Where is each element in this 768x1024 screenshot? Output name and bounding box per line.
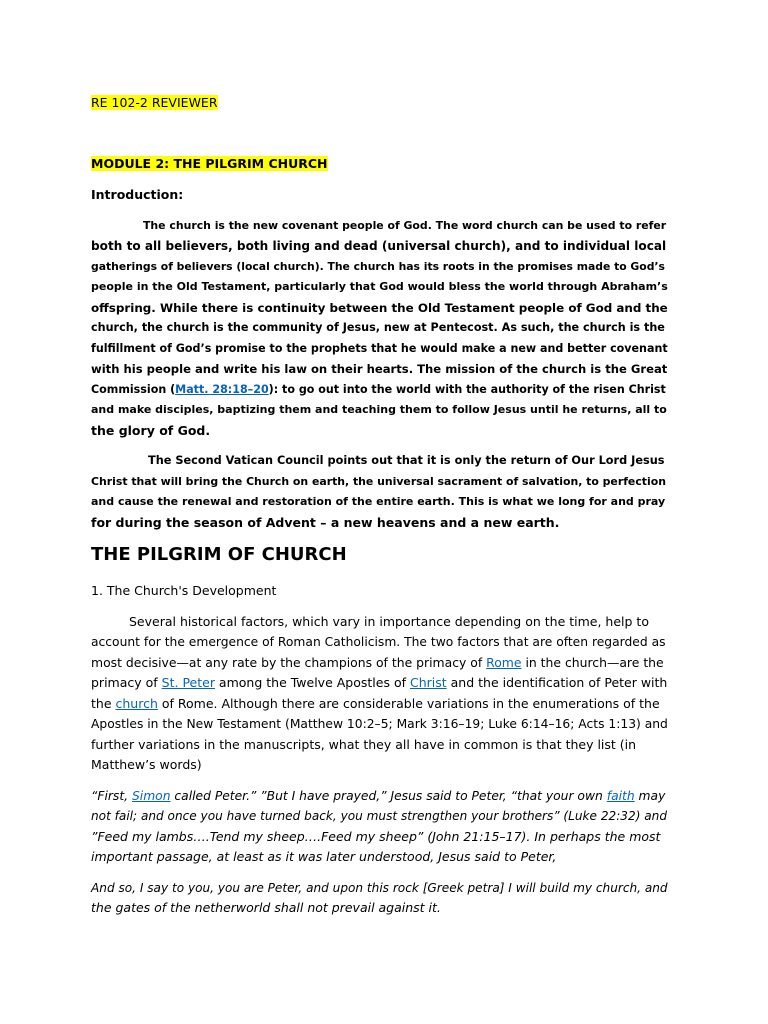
p1-line-9-b: ): to go out into the world with the authority of the risen Christ: [268, 383, 666, 396]
p3-line-7: further variations in the manuscripts, what they all have in common is that they list (in: [91, 737, 637, 752]
link-rome[interactable]: Rome: [486, 655, 522, 670]
p3-line-3: [91, 653, 664, 673]
p1-line-2: both to all believers, both living and dead (universal church), and to individual local: [91, 239, 667, 253]
p3-line-2: account for the emergence of Roman Catholicism. The two factors that are often regarded as: [91, 635, 666, 649]
link-christ[interactable]: Christ: [409, 675, 447, 690]
p1-line-5: offspring. While there is continuity between the Old Testament people of God and the: [91, 301, 668, 315]
p3-line-4-b: among the Twelve Apostles of: [214, 675, 410, 690]
p3-line-6: Apostles in the New Testament (Matthew 10:2–5; Mark 3:16–19; Luke 6:14–16; Acts 1:13) and: [91, 717, 668, 731]
section-heading: THE PILGRIM OF CHURCH: [91, 544, 347, 565]
p2-line-3: and cause the renewal and restoration of the entire earth. This is what we long for and pray: [91, 495, 666, 508]
doc-title: RE 102-2 REVIEWER: [91, 95, 218, 110]
module-title-line: [91, 154, 328, 174]
doc-title-line: [91, 93, 218, 113]
p1-line-11: the glory of God.: [91, 423, 211, 438]
p2-line-1: The Second Vatican Council points out that it is only the return of Our Lord Jesus: [148, 454, 665, 467]
p3-line-3-a: most decisive—at any rate by the champions of the primacy of: [91, 655, 487, 670]
p2-line-2: Christ that will bring the Church on earth, the universal sacrament of salvation, to perfection: [91, 475, 666, 488]
p3-line-4-a: primacy of: [91, 675, 162, 690]
p3-line-5: [91, 694, 660, 714]
intro-label: Introduction:: [91, 187, 184, 202]
p3-line-8: Matthew’s words): [91, 757, 202, 772]
q1-line-1-a: “First,: [91, 789, 132, 803]
p1-line-6: church, the church is the community of Jesus, new at Pentecost. As such, the church is the: [91, 321, 665, 334]
q1-line-3: ”Feed my lambs….Tend my sheep….Feed my sheep” (John 21:15–17). In perhaps the most: [91, 829, 661, 844]
p3-line-5-a: the: [91, 696, 116, 711]
link-faith[interactable]: faith: [606, 789, 635, 803]
q1-line-1-b: called Peter.” ”But I have prayed,” Jesus said to Peter, “that your own: [170, 789, 607, 803]
p1-line-9-a: Commission (: [91, 383, 176, 396]
module-title: MODULE 2: THE PILGRIM CHURCH: [91, 156, 328, 171]
p1-line-3: gatherings of believers (local church). The church has its roots in the promises made to God’s: [91, 260, 665, 273]
p1-line-7: fulfillment of God’s promise to the prophets that he would make a new and better covenant: [91, 342, 668, 355]
p3-line-3-b: in the church—are the: [521, 655, 664, 670]
q1-line-2: not fail; and once you have turned back, you must strengthen your brothers” (Luke 22:32) and: [91, 809, 668, 823]
q1-line-1-c: may: [634, 789, 666, 803]
p3-line-1: Several historical factors, which vary in importance depending on the time, help to: [129, 614, 649, 629]
p1-line-1: The church is the new covenant people of God. The word church can be used to refer: [143, 219, 667, 232]
link-church[interactable]: church: [115, 696, 158, 711]
q1-line-4: important passage, at least as it was later understood, Jesus said to Peter,: [91, 849, 557, 864]
p3-line-5-b: of Rome. Although there are considerable variations in the enumerations of the: [157, 696, 660, 711]
p1-line-9: [91, 380, 666, 400]
q2-line-2: the gates of the netherworld shall not prevail against it.: [91, 900, 441, 915]
link-st-peter[interactable]: St. Peter: [161, 675, 215, 690]
p1-line-4: people in the Old Testament, particularly that God would bless the world through Abraham’s: [91, 280, 668, 293]
p1-line-8: with his people and write his law on their hearts. The mission of the church is the Great: [91, 362, 668, 376]
q1-line-1: [91, 786, 665, 806]
section-1-title: 1. The Church's Development: [91, 583, 277, 598]
p2-line-4: for during the season of Advent – a new heavens and a new earth.: [91, 515, 560, 530]
link-matt-28[interactable]: Matt. 28:18–20: [175, 383, 269, 396]
p3-line-4-c: and the identification of Peter with: [446, 675, 668, 690]
p1-line-10: and make disciples, baptizing them and teaching them to follow Jesus until he returns, all to: [91, 403, 667, 416]
p3-line-4: [91, 673, 667, 693]
link-simon[interactable]: Simon: [131, 789, 171, 803]
q2-line-1: And so, I say to you, you are Peter, and upon this rock [Greek petra] I will build my church, and: [91, 881, 668, 895]
